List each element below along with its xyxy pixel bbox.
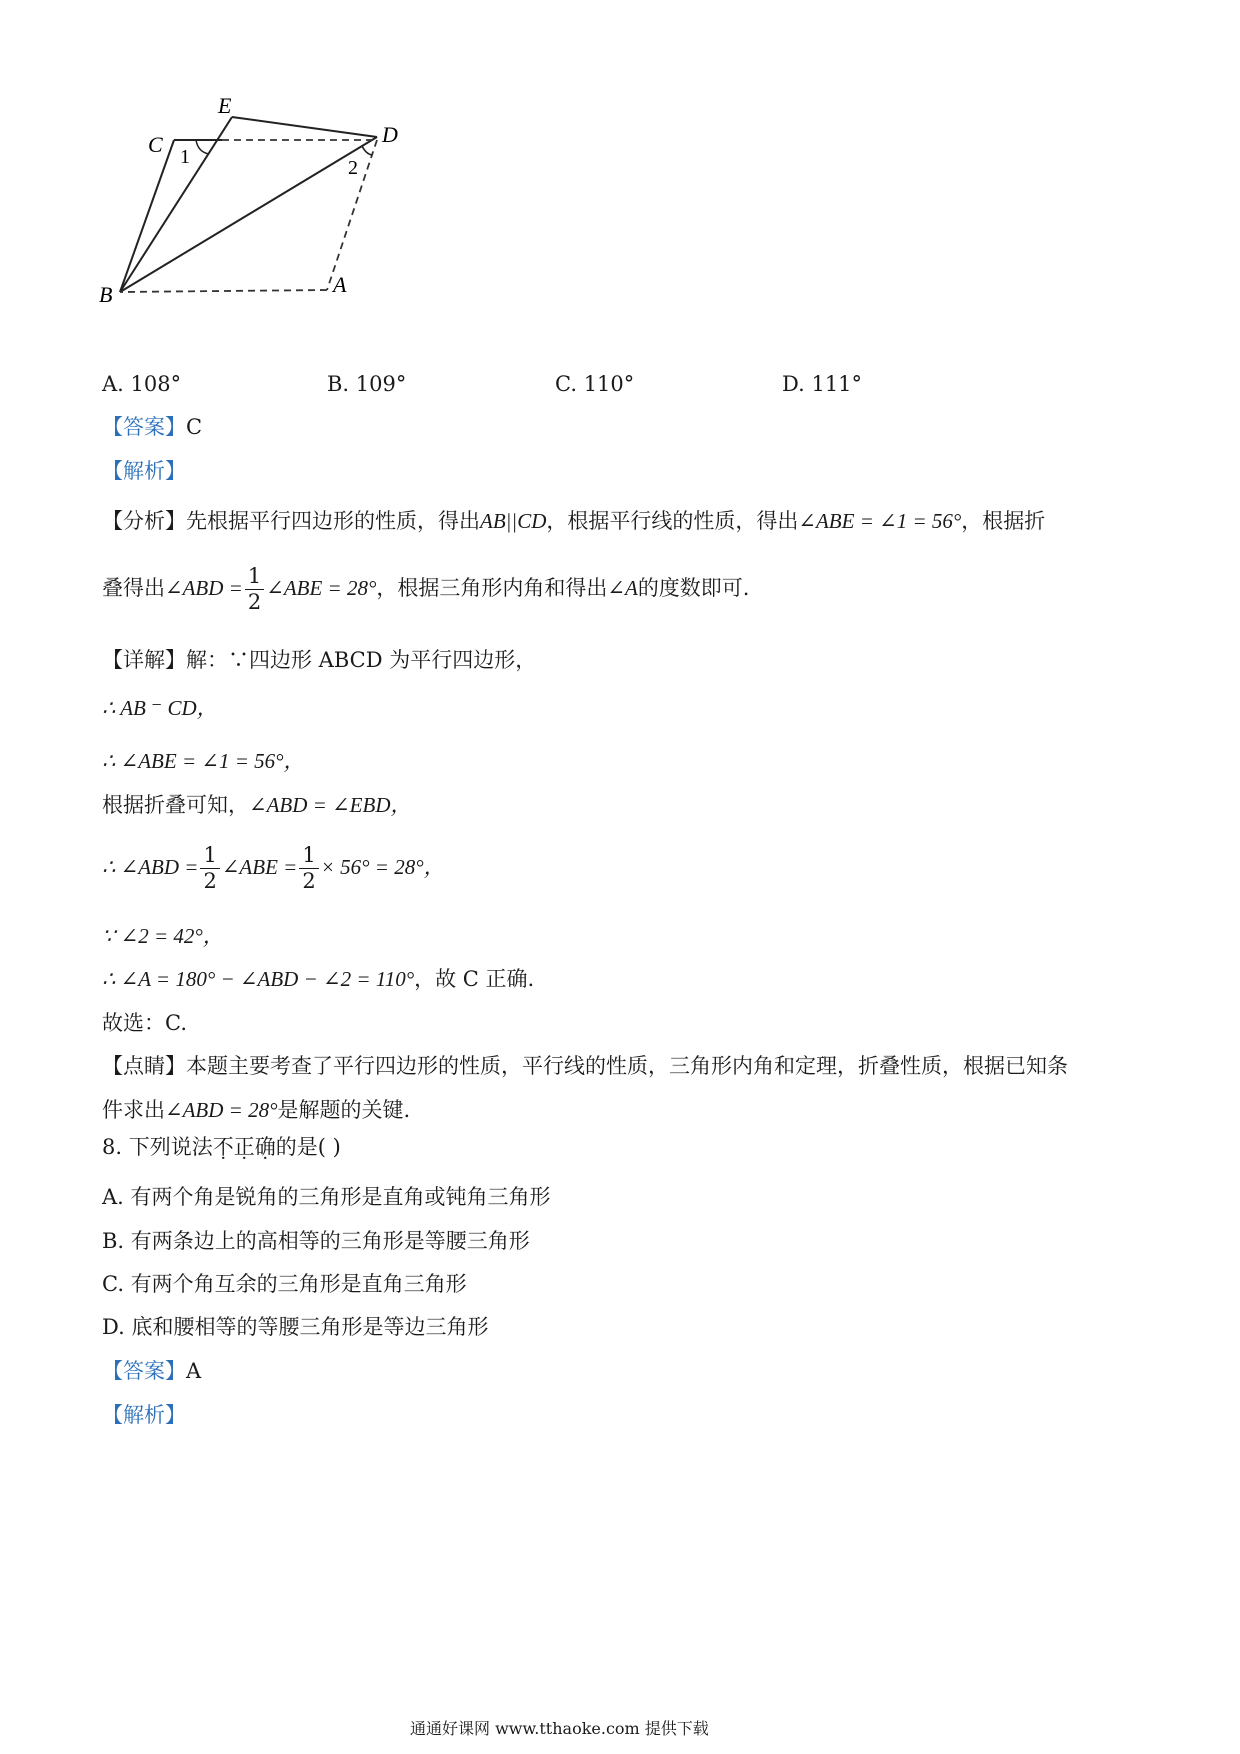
answer-tag: 【答案】 — [102, 415, 186, 439]
q7-option-a: A. 108° — [102, 372, 182, 396]
q7-step7: ∴ ∠A = 180° − ∠ABD − ∠2 = 110°，故 C 正确. — [102, 967, 535, 991]
q7-step1: 【详解】解：∵四边形 ABCD 为平行四边形， — [102, 648, 537, 672]
q7-dianjing-line1: 【点睛】本题主要考查了平行四边形的性质，平行线的性质，三角形内角和定理，折叠性质，根据已知条 — [102, 1054, 1068, 1078]
label-C: C — [148, 132, 163, 157]
q8-option-b: B. 有两条边上的高相等的三角形是等腰三角形 — [102, 1229, 530, 1253]
answer-value: A — [186, 1359, 202, 1383]
parallelogram-fold-figure — [95, 95, 435, 315]
q7-option-d: D. 111° — [782, 372, 863, 396]
angle-1-arc — [196, 140, 209, 154]
q7-step5: ∴ ∠ABD = $\frac{1}{2}$ ∠ABE = $\frac{1}{2}$ × 56° = 28°， — [102, 843, 445, 893]
q7-step4: 根据折叠可知，∠ABD = ∠EBD， — [102, 793, 412, 817]
q7-analysis-tag: 【解析】 — [102, 459, 186, 483]
segment-ED — [232, 117, 377, 137]
answer-value: C — [186, 415, 203, 439]
label-B: B — [99, 282, 113, 307]
answer-tag: 【答案】 — [102, 1359, 186, 1383]
q8-answer — [102, 1357, 201, 1385]
q8-option-a: A. 有两个角是锐角的三角形是直角或钝角三角形 — [102, 1185, 551, 1209]
label-A: A — [333, 272, 347, 297]
q7-fenxi-line2: 叠得出∠ABD = $\frac{1}{2}$ ∠ABE = 28°，根据三角形内角和得出∠A的度数即可. — [102, 564, 750, 614]
label-angle-1: 1 — [180, 146, 190, 168]
xiangjie-tag: 【详解】 — [102, 648, 186, 672]
label-D: D — [382, 122, 398, 147]
dashed-AB — [120, 290, 327, 292]
q7-step6: ∵ ∠2 = 42°， — [102, 924, 224, 948]
q7-step3: ∴ ∠ABE = ∠1 = 56°， — [102, 749, 305, 773]
fraction-half-b: $\frac{1}{2}$ — [299, 845, 318, 892]
q7-option-c: C. 110° — [555, 372, 635, 396]
label-E: E — [218, 95, 232, 118]
q7-dianjing-line2: 件求出∠ABD = 28°是解题的关键. — [102, 1098, 411, 1122]
q8-analysis-tag: 【解析】 — [102, 1403, 186, 1427]
q8-stem: 8. 下列说法不正确的是( ) — [102, 1135, 341, 1159]
segment-BD — [120, 137, 377, 292]
dianjing-tag: 【点睛】 — [102, 1054, 186, 1078]
q7-step2: ∴ AB ⁻ CD， — [102, 696, 218, 720]
segment-BC — [120, 140, 174, 292]
q8-option-d: D. 底和腰相等的等腰三角形是等边三角形 — [102, 1315, 489, 1339]
segment-BE — [120, 117, 232, 292]
fraction-half: $\frac{1}{2}$ — [245, 566, 264, 613]
angle-2-arc — [362, 146, 372, 155]
q7-option-b: B. 109° — [327, 372, 407, 396]
q7-fenxi-line1: 【分析】先根据平行四边形的性质，得出AB||CD，根据平行线的性质，得出∠ABE = ∠1 = 56°，根据折 — [102, 509, 1046, 533]
q8-option-c: C. 有两个角互余的三角形是直角三角形 — [102, 1272, 467, 1296]
fenxi-tag: 【分析】 — [102, 509, 186, 533]
fraction-half-a: $\frac{1}{2}$ — [200, 845, 219, 892]
q7-choose: 故选：C. — [102, 1011, 187, 1035]
label-angle-2: 2 — [348, 157, 358, 179]
page-footer: 通通好课网 www.tthaoke.com 提供下载 — [410, 1719, 709, 1738]
q7-answer — [102, 413, 202, 441]
